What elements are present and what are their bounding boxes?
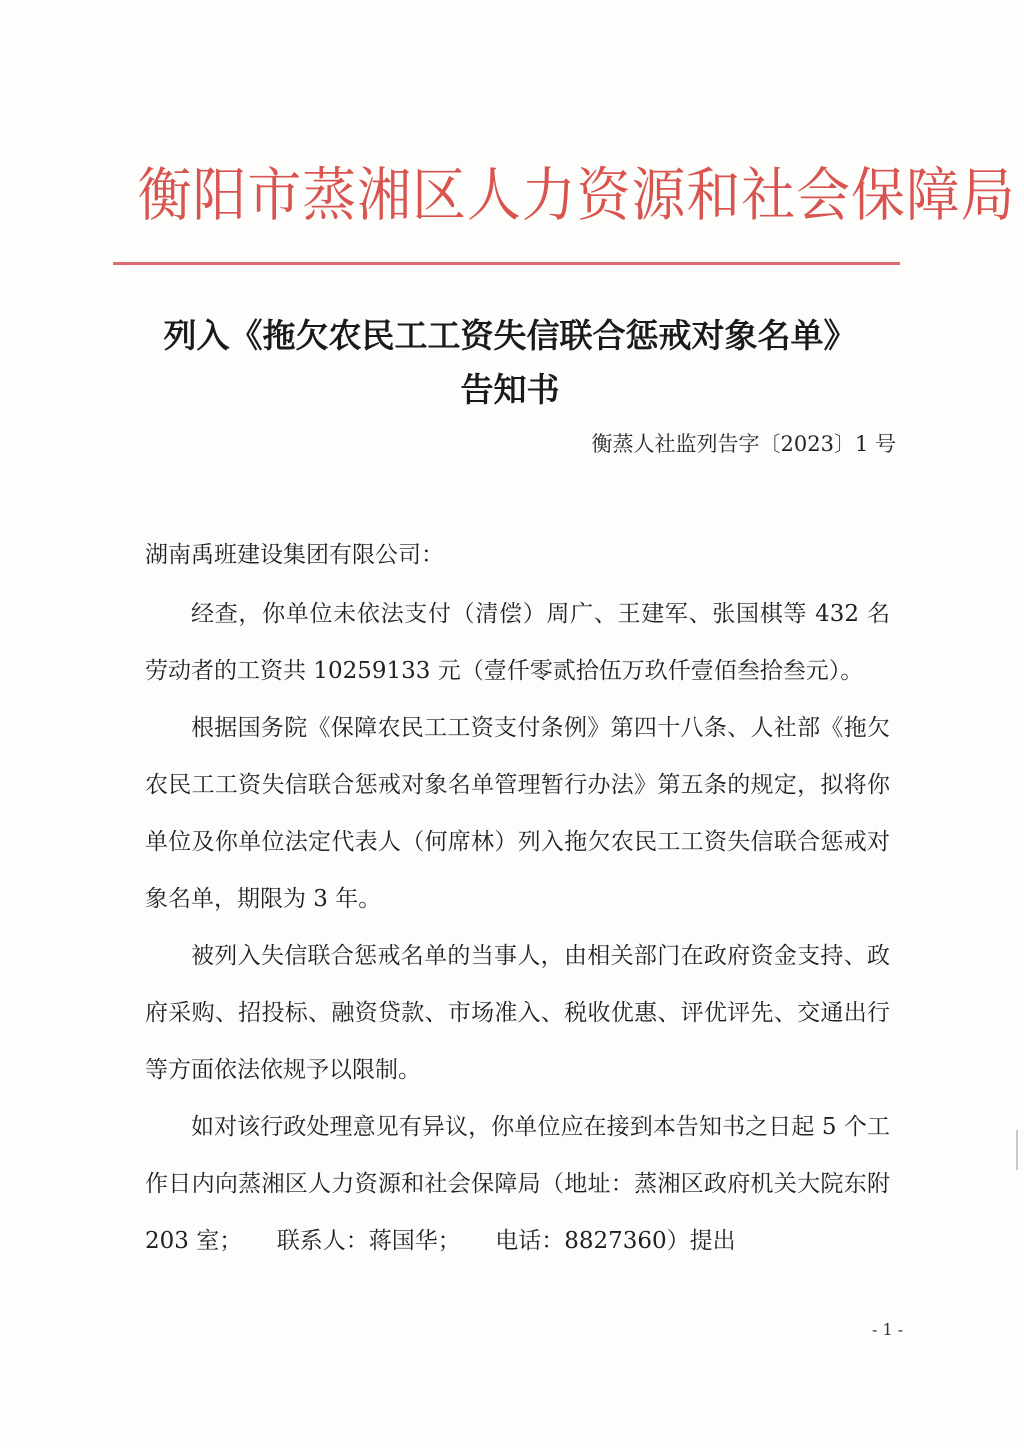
paragraph-legal-basis: 根据国务院《保障农民工工资支付条例》第四十八条、人社部《拖欠农民工工资失信联合惩戒对象名单管理暂行办法》第五条的规定，拟将你单位及你单位法定代表人（何席林）列入拖欠农民工工资失信联合惩戒对象名单，期限为 3 年。 bbox=[145, 715, 890, 912]
page-number: - 1 - bbox=[872, 1320, 904, 1339]
document-title-line-2: 告知书 bbox=[460, 370, 560, 409]
issuer-masthead: 衡阳市蒸湘区人力资源和社会保障局 bbox=[137, 161, 1016, 229]
addressee: 湖南禹班建设集团有限公司： bbox=[145, 542, 444, 568]
body-text bbox=[145, 586, 890, 1270]
red-divider-rule bbox=[113, 262, 900, 265]
document-reference-number: 衡蒸人社监列告字〔2023〕1 号 bbox=[591, 432, 896, 456]
document-title-line-1: 列入《拖欠农民工工资失信联合惩戒对象名单》 bbox=[163, 316, 857, 355]
paragraph-restrictions: 被列入失信联合惩戒名单的当事人，由相关部门在政府资金支持、政府采购、招投标、融资贷款、市场准入、税收优惠、评优评先、交通出行等方面依法依规予以限制。 bbox=[145, 943, 890, 1083]
paragraph-findings: 经查，你单位未依法支付（清偿）周广、王建军、张国棋等 432 名劳动者的工资共 10259133 元（壹仟零贰拾伍万玖仟壹佰叁拾叁元）。 bbox=[145, 601, 890, 684]
scan-edge-mark bbox=[1016, 1130, 1018, 1170]
paragraph-objection: 如对该行政处理意见有异议，你单位应在接到本告知书之日起 5 个工作日内向蒸湘区人力资源和社会保障局（地址：蒸湘区政府机关大院东附 203 室； 联系人：蒋国华； 电话：8827360）提出 bbox=[145, 1114, 890, 1254]
